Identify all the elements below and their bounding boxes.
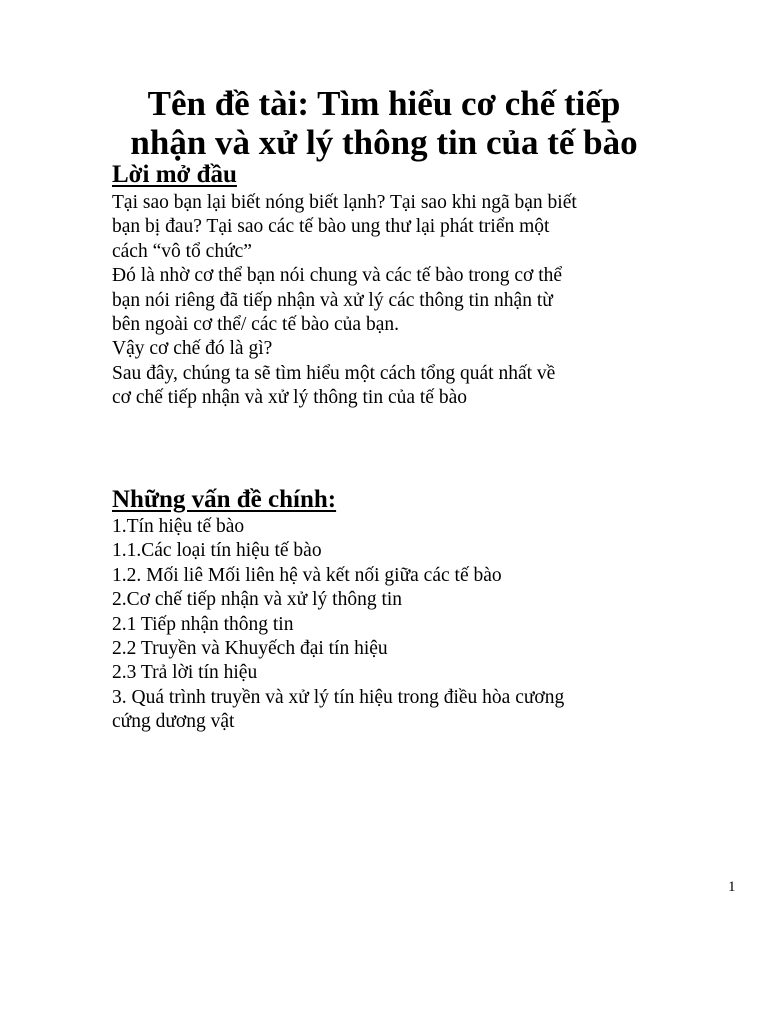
intro-paragraph [112,191,712,411]
topic-item: 2.3 Trả lời tín hiệu [112,662,258,684]
page-number: 1 [728,879,736,895]
topic-item: 2.2 Truyền và Khuyếch đại tín hiệu [112,638,388,660]
topic-item: cứng dương vật [112,711,235,733]
topic-item: 1.Tín hiệu tế bào [112,516,245,537]
topic-item: 2.1 Tiếp nhận thông tin [112,613,294,635]
intro-line: cơ chế tiếp nhận và xử lý thông tin của tế bào [112,387,467,409]
intro-line: Đó là nhờ cơ thể bạn nói chung và các tế bào trong cơ thể [112,265,563,287]
main-topics-heading: Những vấn đề chính: [112,486,337,513]
document-title [96,84,672,162]
intro-line: Vậy cơ chế đó là gì? [112,338,273,360]
topic-item: 2.Cơ chế tiếp nhận và xử lý thông tin [112,589,403,611]
intro-line: bạn nói riêng đã tiếp nhận và xử lý các thông tin nhận từ [112,289,553,311]
intro-heading: Lời mở đầu [112,161,237,188]
title-line: nhận và xử lý thông tin của tế bào [130,123,638,162]
intro-line: Sau đây, chúng ta sẽ tìm hiểu một cách tổng quát nhất về [112,362,556,384]
main-topics-list [112,515,712,735]
title-line: Tên đề tài: Tìm hiểu cơ chế tiếp [147,84,621,123]
topic-item: 1.2. Mối liê Mối liên hệ và kết nối giữa các tế bào [112,564,502,586]
intro-line: bên ngoài cơ thể/ các tế bào của bạn. [112,314,399,336]
intro-line: Tại sao bạn lại biết nóng biết lạnh? Tại sao khi ngã bạn biết [112,192,577,213]
intro-line: cách “vô tổ chức” [112,240,252,262]
intro-line: bạn bị đau? Tại sao các tế bào ung thư lại phát triển một [112,216,550,238]
topic-item: 1.1.Các loại tín hiệu tế bào [112,540,322,562]
topic-item: 3. Quá trình truyền và xử lý tín hiệu trong điều hòa cương [112,686,565,708]
